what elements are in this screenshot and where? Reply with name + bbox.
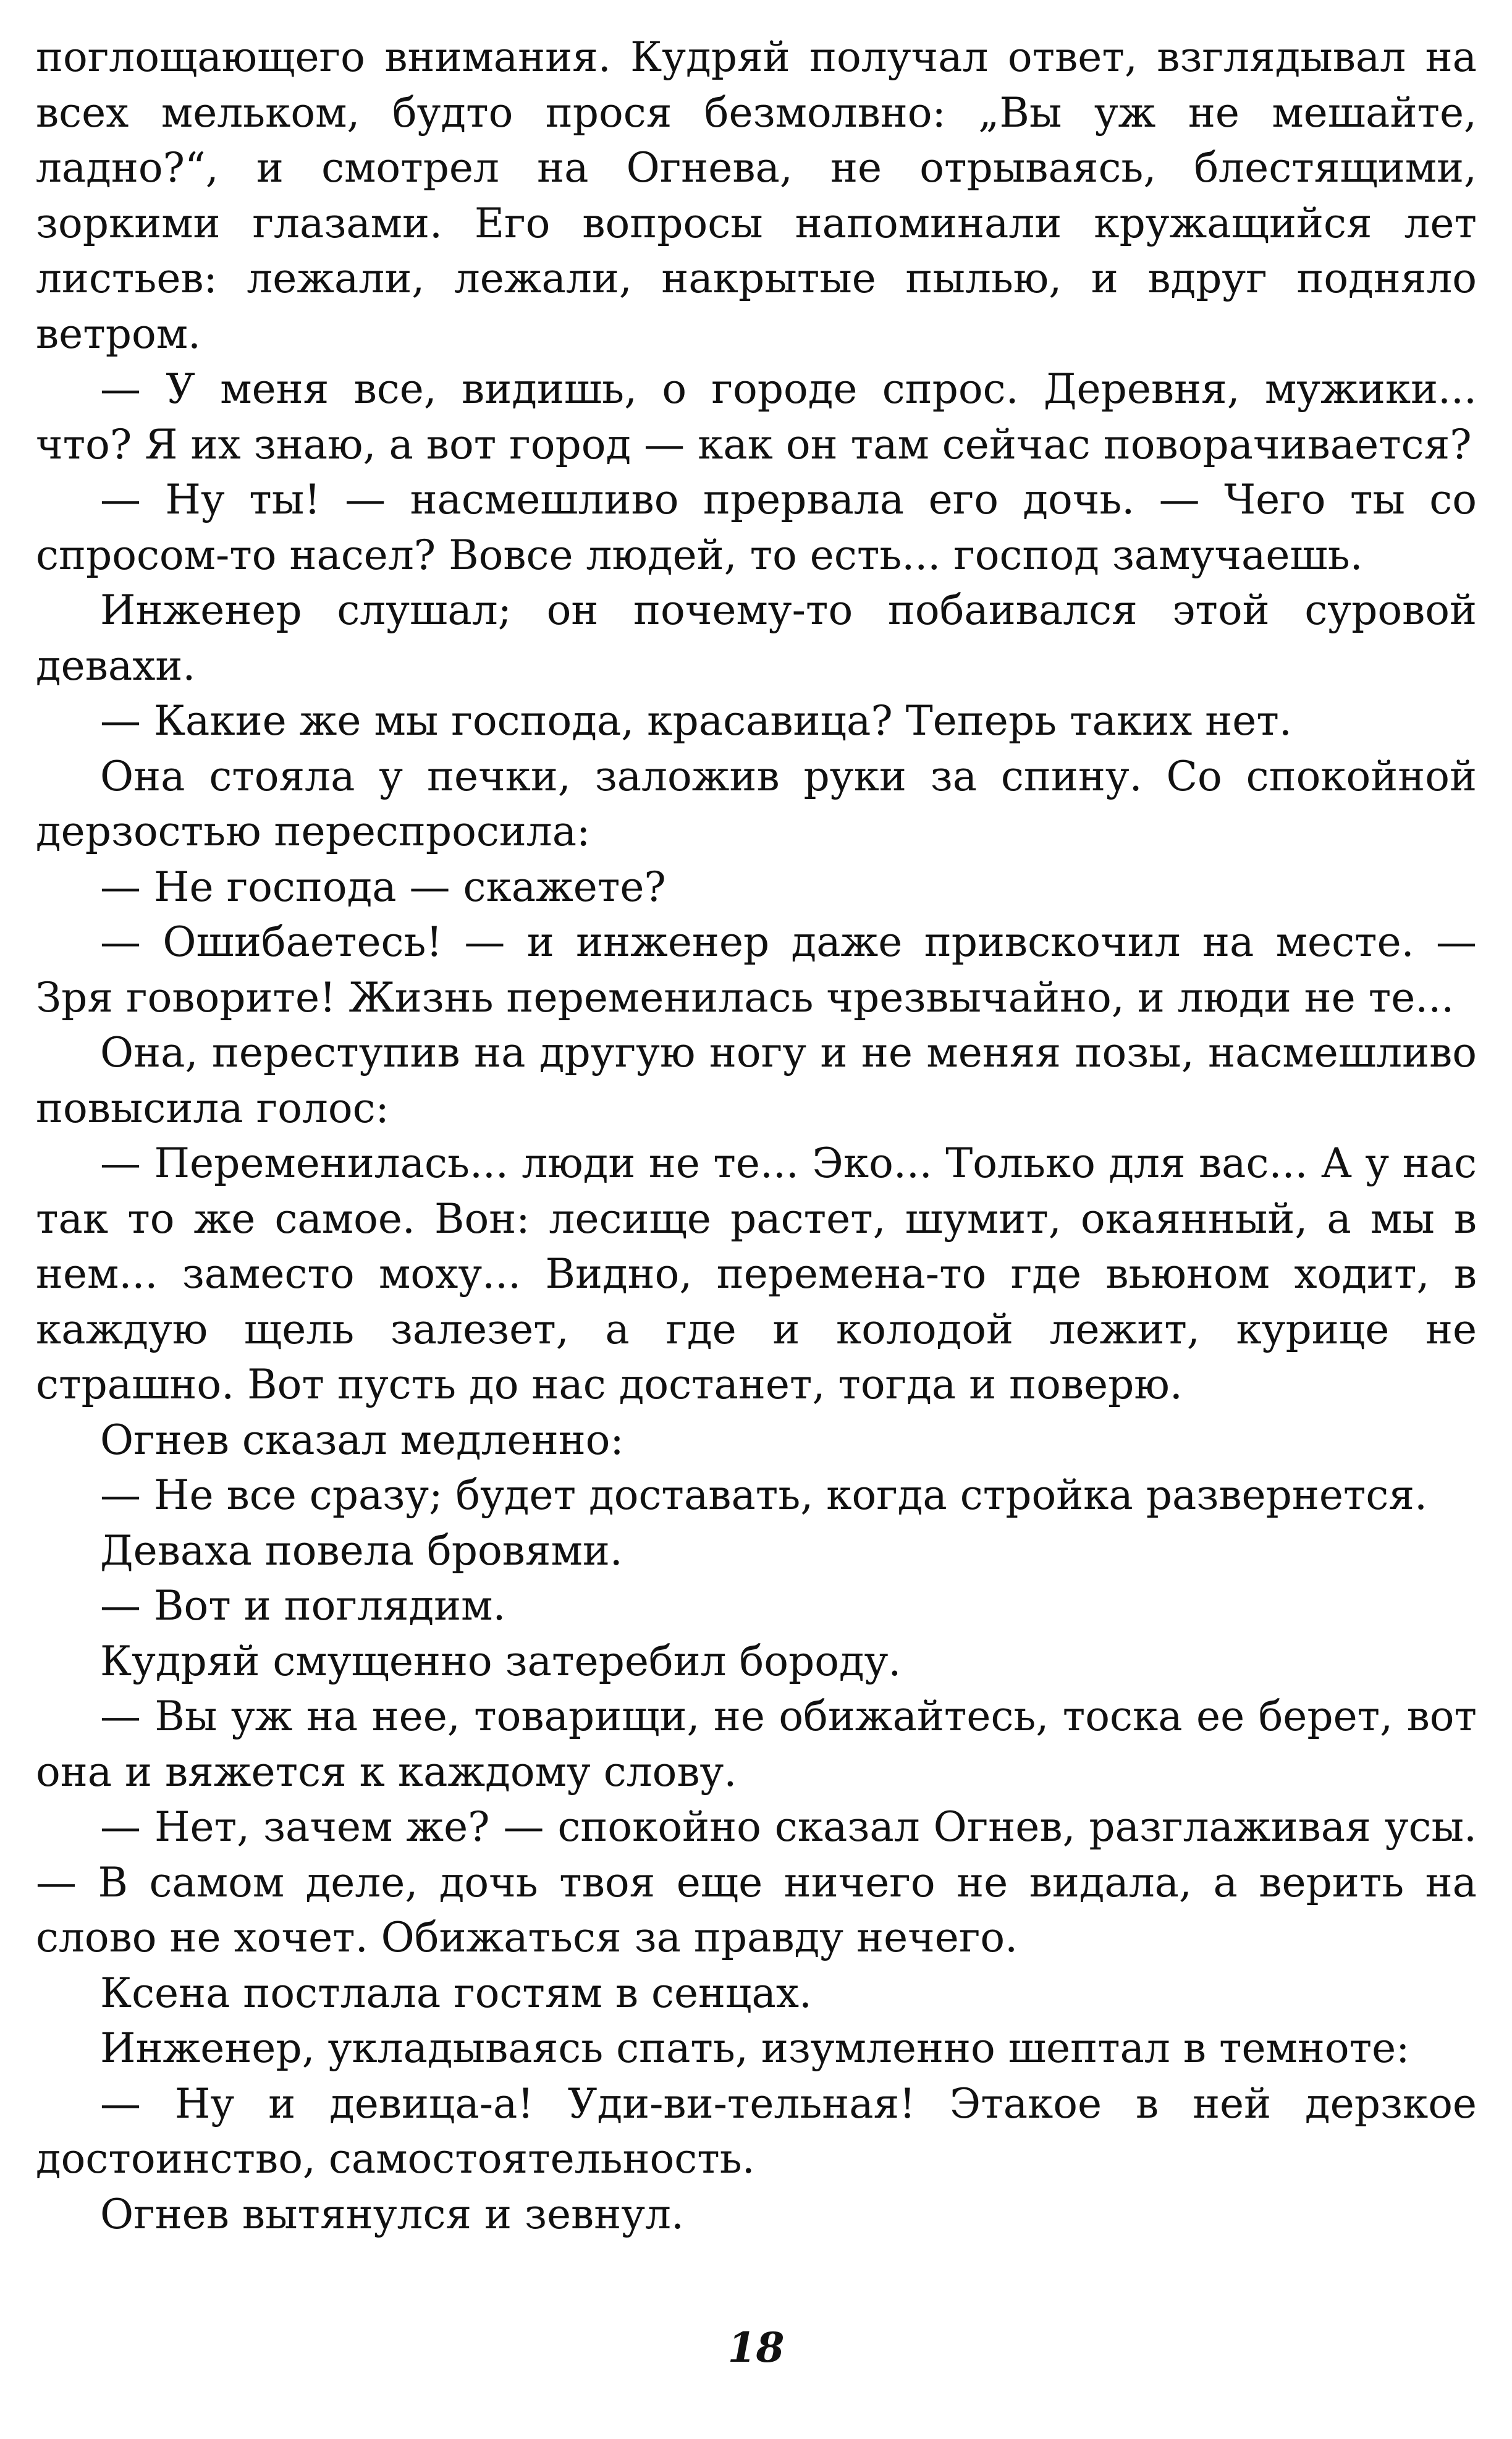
paragraph: Инженер, укладываясь спать, изумленно шептал в темноте:	[100, 2024, 1410, 2072]
paragraph: — Вот и поглядим.	[100, 1582, 506, 1630]
body-text	[36, 30, 1477, 2242]
paragraph: Она стояла у печки, заложив руки за спину. Со спокойной дерзостью переспросила:	[36, 752, 1477, 855]
paragraph: — Ну ты! — насмешливо прервала его дочь. — Чего ты со спросом-то насел? Вовсе людей, то есть... господ замучаешь.	[36, 476, 1477, 579]
paragraph: — Ну и девица-а! Уди-ви-тельная! Этакое в ней дерзкое достоинство, самостоятельность.	[36, 2079, 1477, 2183]
paragraph: Она, переступив на другую ногу и не меняя позы, насмешливо повысила голос:	[36, 1029, 1477, 1132]
paragraph: Огнев вытянулся и зевнул.	[100, 2190, 684, 2238]
paragraph: — У меня все, видишь, о городе спрос. Деревня, мужики... что? Я их знаю, а вот город — как он там сейчас поворачивается?	[36, 365, 1477, 468]
paragraph: Ксена постлала гостям в сенцах.	[100, 1969, 813, 2017]
paragraph: — Вы уж на нее, товарищи, не обижайтесь, тоска ее берет, вот она и вяжется к каждому слову.	[36, 1693, 1477, 1796]
paragraph: — Нет, зачем же? — спокойно сказал Огнев, разглаживая усы. — В самом деле, дочь твоя еще ничего не видала, а верить на слово не хочет. Обижаться за правду нечего.	[36, 1803, 1477, 1961]
paragraph: Деваха повела бровями.	[100, 1526, 623, 1575]
paragraph: — Переменилась... люди не те... Эко... Только для вас... А у нас так то же самое. Вон: лесище растет, шумит, окаянный, а мы в нем... заместо моху... Видно, перемена-то где вьюном ходит, в каждую щель залезет, а где и колодой лежит, курице не страшно. Вот пусть до нас достанет, тогда и поверю.	[36, 1139, 1477, 1408]
paragraph: — Не все сразу; будет доставать, когда стройка развернется.	[100, 1471, 1427, 1519]
paragraph: Огнев сказал медленно:	[100, 1416, 624, 1464]
paragraph: поглощающего внимания. Кудряй получал ответ, взглядывал на всех мельком, будто прося безмолвно: „Вы уж не мешайте, ладно?“, и смотрел на Огнева, не отрываясь, блестящими, зоркими глазами. Его вопросы напоминали кружащийся лет листьев: лежали, лежали, накрытые пылью, и вдруг подняло ветром.	[36, 33, 1477, 358]
paragraph: — Не господа — скажете?	[100, 863, 666, 911]
paragraph: — Какие же мы господа, красавица? Теперь таких нет.	[100, 697, 1292, 745]
page-number: 18	[727, 2323, 785, 2372]
paragraph: — Ошибаетесь! — и инженер даже привскочил на месте. — Зря говорите! Жизнь переменилась чрезвычайно, и люди не те...	[36, 918, 1477, 1021]
paragraph: Инженер слушал; он почему-то побаивался этой суровой девахи.	[36, 586, 1477, 690]
paragraph: Кудряй смущенно затеребил бороду.	[100, 1637, 902, 1685]
